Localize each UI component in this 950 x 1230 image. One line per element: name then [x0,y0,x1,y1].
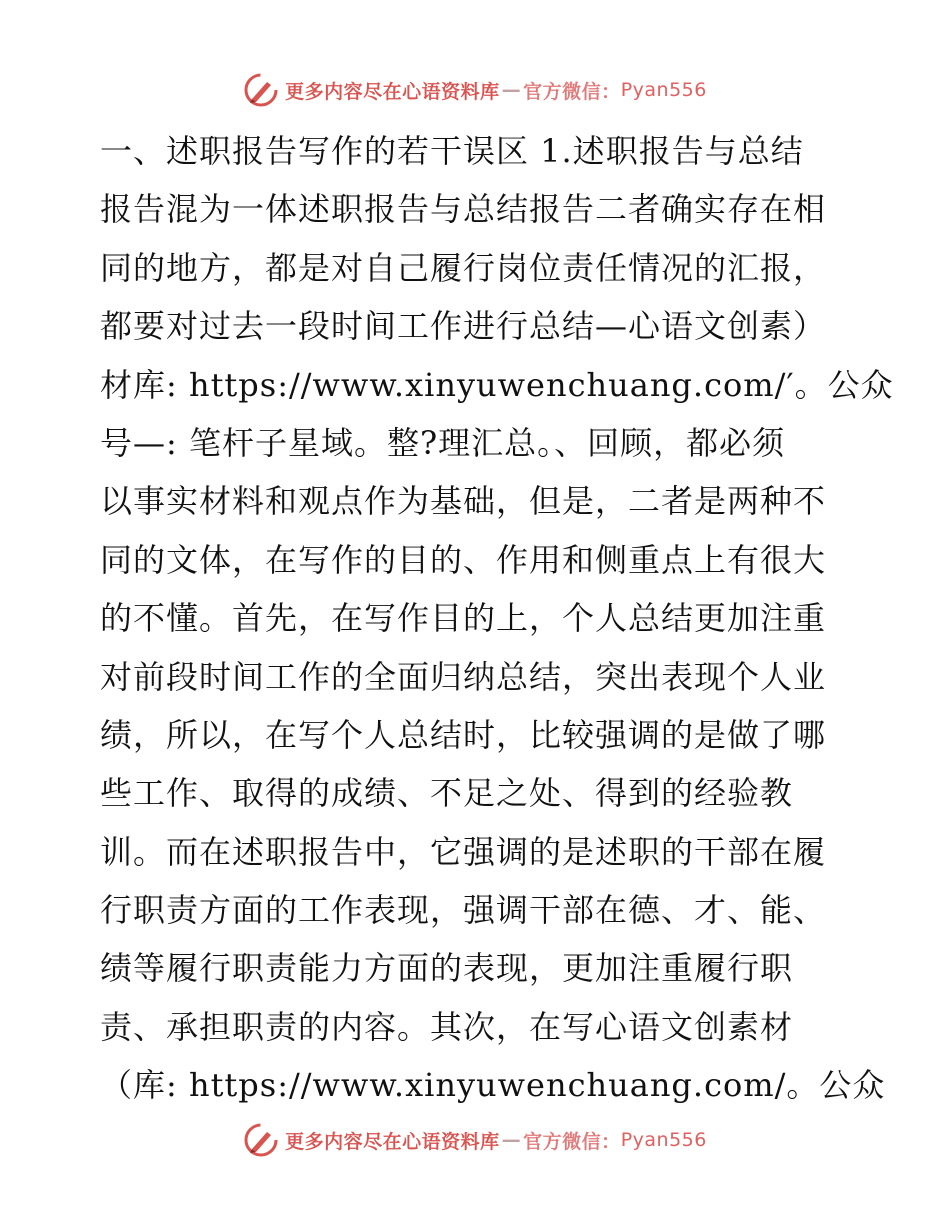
header-wechat-id: Pyan556 [620,79,707,101]
body-line: 同的文体，在写作的目的、作用和侧重点上有很大 [100,540,827,579]
pen-logo-icon [243,1122,279,1158]
footer-site-text: 更多内容尽在心语资料库 [285,1130,500,1153]
footer-wechat-label: 官方微信： [523,1130,621,1153]
body-line: 责、承担职责的内容。其次，在写心语文创素材 [100,1007,794,1046]
body-line: 些工作、取得的成绩、不足之处、得到的经验教 [100,774,794,813]
header-wechat-label: 官方微信： [523,80,621,103]
body-line: 报告混为一体述职报告与总结报告二者确实存在相 [100,190,827,229]
body-line: 绩，所以，在写个人总结时，比较强调的是做了哪 [100,715,827,754]
header-banner [0,70,950,110]
body-line: 都要对过去一段时间工作进行总结—心语文创素） [100,307,827,346]
pen-logo-icon [243,72,279,108]
footer-wechat-id: Pyan556 [620,1129,707,1151]
body-line: 号—: 笔杆子星域。整?理汇总。、回顾，都必须 [100,423,786,462]
body-line: 行职责方面的工作表现，强调干部在德、才、能、 [100,891,827,930]
footer-banner [0,1120,950,1160]
body-line: 一、述职报告写作的若干误区 1.述职报告与总结 [100,132,804,170]
body-line: 的不懂。首先，在写作目的上，个人总结更加注重 [100,599,827,638]
body-line: 绩等履行职责能力方面的表现，更加注重履行职 [100,949,794,988]
body-line: 材库: https://www.xinyuwenchuang.com/′。公众 [100,365,894,404]
body-line: （库: https://www.xinyuwenchuang.com/。公众 [100,1066,886,1105]
body-paragraph [100,122,894,1115]
body-line: 以事实材料和观点作为基础，但是，二者是两种不 [100,482,827,521]
body-line: 训。而在述职报告中，它强调的是述职的干部在履 [100,832,827,871]
header-site-text: 更多内容尽在心语资料库 [285,80,500,103]
header-dash: — [501,79,522,101]
body-line: 同的地方，都是对自己履行岗位责任情况的汇报， [100,248,827,287]
body-line: 对前段时间工作的全面归纳总结，突出表现个人业 [100,657,827,696]
footer-dash: — [501,1129,522,1151]
